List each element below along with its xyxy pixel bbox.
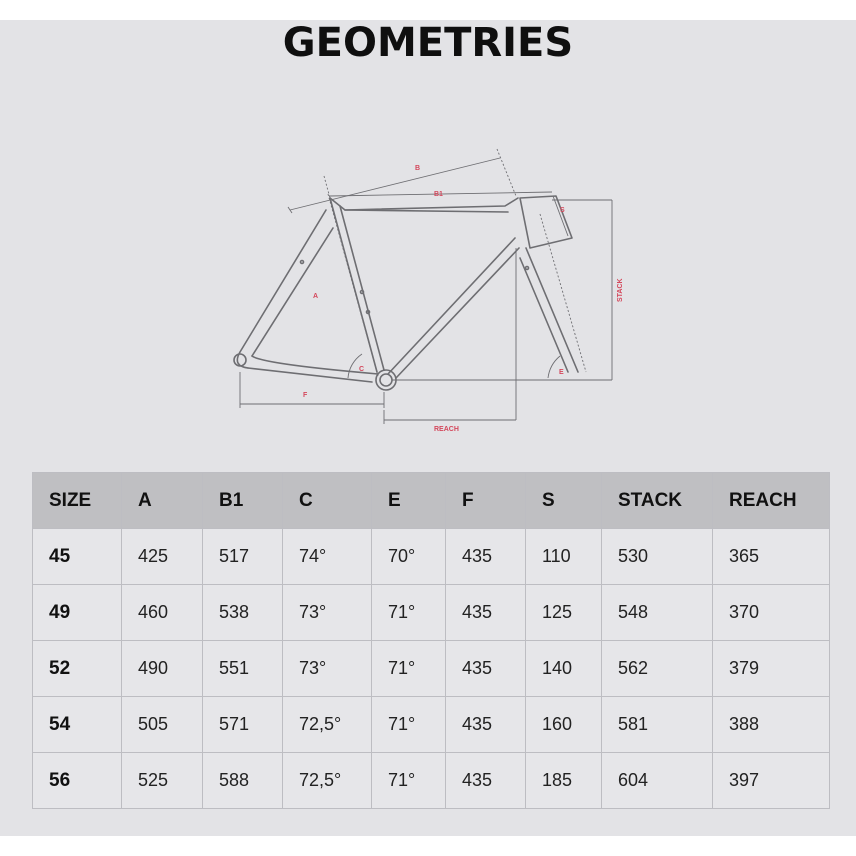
cell-stack: 548 bbox=[602, 585, 713, 641]
cell-size: 54 bbox=[33, 697, 122, 753]
cell-f: 435 bbox=[446, 585, 526, 641]
table-row bbox=[33, 641, 830, 697]
header-s: S bbox=[526, 473, 602, 529]
cell-s: 110 bbox=[526, 529, 602, 585]
table-row bbox=[33, 697, 830, 753]
fork-mount bbox=[526, 267, 529, 270]
cell-a: 525 bbox=[122, 753, 203, 809]
cell-f: 435 bbox=[446, 641, 526, 697]
cell-b1: 551 bbox=[203, 641, 283, 697]
cell-e: 70° bbox=[372, 529, 446, 585]
header-stack: STACK bbox=[602, 473, 713, 529]
cell-f: 435 bbox=[446, 697, 526, 753]
cell-reach: 370 bbox=[713, 585, 830, 641]
label-b1: B1 bbox=[434, 191, 443, 198]
cell-f: 435 bbox=[446, 753, 526, 809]
dimension-s-line bbox=[553, 196, 568, 236]
rear-dropout bbox=[234, 354, 246, 366]
label-e: E bbox=[559, 369, 564, 376]
seat-stay-inner bbox=[252, 228, 333, 356]
head-tube bbox=[520, 196, 572, 248]
cell-a: 505 bbox=[122, 697, 203, 753]
cell-c: 73° bbox=[283, 585, 372, 641]
cell-size: 45 bbox=[33, 529, 122, 585]
header-f: F bbox=[446, 473, 526, 529]
dimension-b-left-extension bbox=[324, 176, 330, 198]
cell-reach: 379 bbox=[713, 641, 830, 697]
cell-b1: 538 bbox=[203, 585, 283, 641]
cell-stack: 604 bbox=[602, 753, 713, 809]
header-c: C bbox=[283, 473, 372, 529]
dimension-b-extension bbox=[497, 149, 516, 196]
down-tube bbox=[388, 238, 515, 374]
label-b: B bbox=[415, 165, 421, 172]
fork-back bbox=[520, 258, 568, 372]
cell-f: 435 bbox=[446, 529, 526, 585]
table-row bbox=[33, 585, 830, 641]
geometry-table bbox=[32, 472, 830, 809]
cell-size: 52 bbox=[33, 641, 122, 697]
down-tube-inner bbox=[396, 248, 519, 378]
label-s: S bbox=[560, 207, 565, 214]
cell-a: 460 bbox=[122, 585, 203, 641]
cell-c: 72,5° bbox=[283, 753, 372, 809]
fork-centerline bbox=[540, 214, 586, 372]
cell-b1: 588 bbox=[203, 753, 283, 809]
cell-size: 49 bbox=[33, 585, 122, 641]
header-size: SIZE bbox=[33, 473, 122, 529]
seat-tube-inner bbox=[340, 206, 384, 370]
table-row bbox=[33, 753, 830, 809]
cell-stack: 530 bbox=[602, 529, 713, 585]
cell-a: 490 bbox=[122, 641, 203, 697]
seat-stay bbox=[237, 210, 326, 368]
cell-c: 72,5° bbox=[283, 697, 372, 753]
frame-diagram-svg bbox=[0, 130, 856, 450]
header-e: E bbox=[372, 473, 446, 529]
bike-frame bbox=[234, 196, 578, 390]
header-a: A bbox=[122, 473, 203, 529]
cell-c: 74° bbox=[283, 529, 372, 585]
table-header-row bbox=[33, 473, 830, 529]
cell-e: 71° bbox=[372, 585, 446, 641]
page-title: GEOMETRIES bbox=[282, 20, 574, 66]
cell-c: 73° bbox=[283, 641, 372, 697]
bottom-bracket-inner bbox=[380, 374, 392, 386]
cell-e: 71° bbox=[372, 753, 446, 809]
header-reach: REACH bbox=[713, 473, 830, 529]
cell-reach: 397 bbox=[713, 753, 830, 809]
label-stack: STACK bbox=[617, 278, 624, 302]
top-tube-lower-edge bbox=[345, 210, 508, 212]
label-a: A bbox=[313, 293, 319, 300]
cell-s: 160 bbox=[526, 697, 602, 753]
header-b1: B1 bbox=[203, 473, 283, 529]
stay-bridge bbox=[301, 261, 304, 264]
cell-s: 125 bbox=[526, 585, 602, 641]
frame-geometry-diagram bbox=[0, 130, 856, 450]
cell-reach: 365 bbox=[713, 529, 830, 585]
label-f: F bbox=[303, 392, 308, 399]
cell-s: 140 bbox=[526, 641, 602, 697]
cell-size: 56 bbox=[33, 753, 122, 809]
fork-front bbox=[526, 248, 578, 372]
label-c: C bbox=[359, 366, 365, 373]
bottle-mount-1 bbox=[361, 291, 364, 294]
label-reach: REACH bbox=[434, 426, 459, 433]
cell-stack: 562 bbox=[602, 641, 713, 697]
cell-e: 71° bbox=[372, 697, 446, 753]
cell-stack: 581 bbox=[602, 697, 713, 753]
dimension-b-line bbox=[290, 158, 500, 210]
cell-a: 425 bbox=[122, 529, 203, 585]
cell-reach: 388 bbox=[713, 697, 830, 753]
cell-b1: 517 bbox=[203, 529, 283, 585]
cell-e: 71° bbox=[372, 641, 446, 697]
table-row bbox=[33, 529, 830, 585]
chain-stay bbox=[248, 368, 372, 382]
top-tube bbox=[330, 198, 518, 210]
cell-s: 185 bbox=[526, 753, 602, 809]
cell-b1: 571 bbox=[203, 697, 283, 753]
